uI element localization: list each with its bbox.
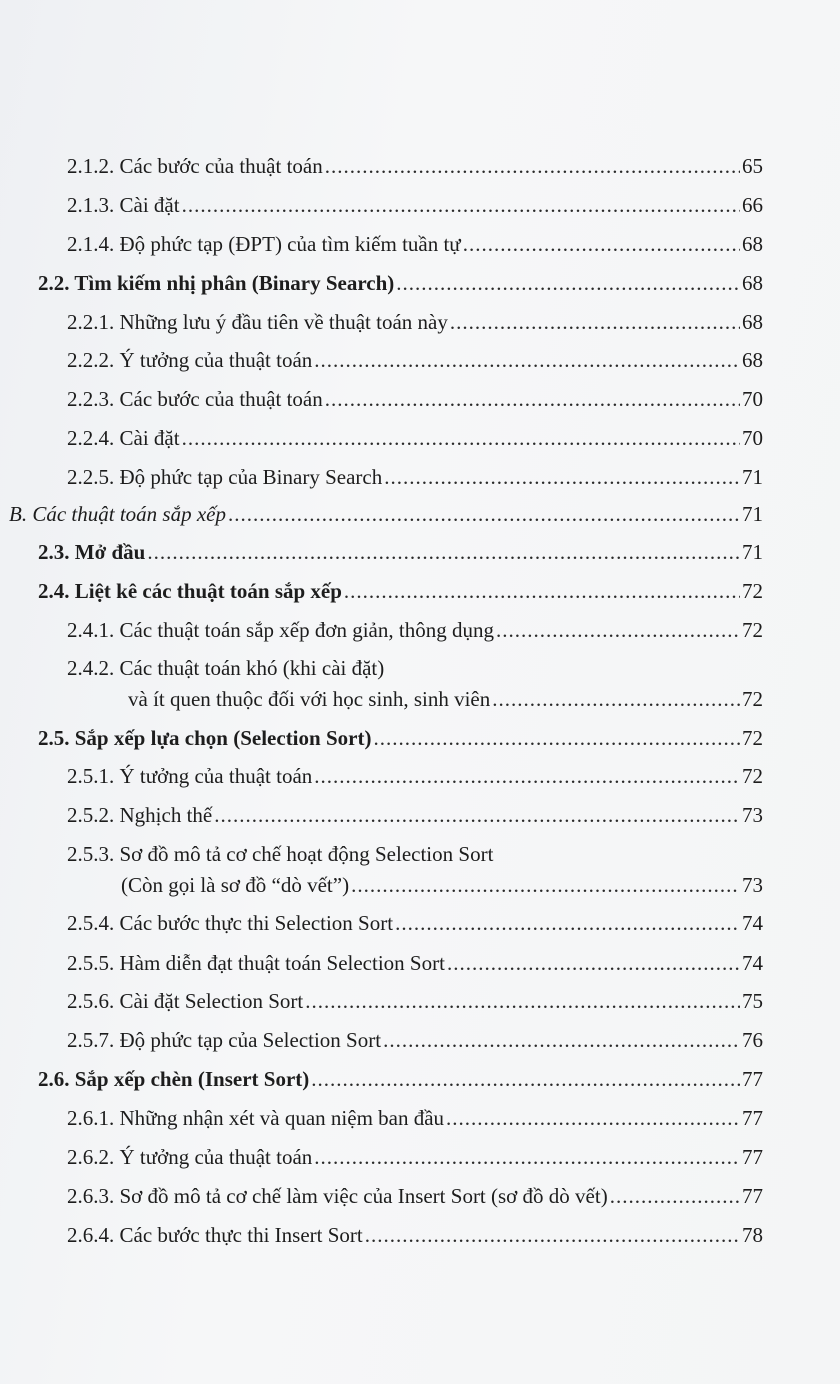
toc-entry-title: 2.6.1. Những nhận xét và quan niệm ban đầu: [67, 1106, 445, 1130]
toc-entry-title: 2.1.4. Độ phức tạp (ĐPT) của tìm kiếm tuần tự: [67, 232, 461, 256]
leader-dots: [311, 1067, 740, 1091]
toc-entry-title: 2.6.3. Sơ đồ mô tả cơ chế làm việc của Insert Sort (sơ đồ dò vết): [67, 1184, 608, 1208]
toc-section: [38, 726, 763, 750]
leader-dots: [314, 348, 740, 372]
toc-section-title: 2.6. Sắp xếp chèn (Insert Sort): [38, 1067, 310, 1091]
leader-dots: [314, 764, 740, 788]
toc-entry: [121, 873, 763, 897]
toc-page-number: 73: [742, 873, 763, 897]
toc-section-title: 2.4. Liệt kê các thuật toán sắp xếp: [38, 579, 342, 603]
leader-dots: [314, 1145, 740, 1169]
toc-page-number: 75: [742, 989, 763, 1013]
toc-page-number: 77: [742, 1106, 763, 1130]
toc-entry: [67, 1028, 763, 1052]
toc-entry: [67, 1184, 763, 1208]
toc-entry: [67, 348, 763, 372]
toc-section: [38, 579, 763, 603]
leader-dots: [228, 502, 740, 526]
toc-page-number: 68: [742, 271, 763, 295]
toc-entry: [67, 1106, 763, 1130]
toc-entry-title: 2.6.4. Các bước thực thi Insert Sort: [67, 1223, 363, 1247]
toc-section: [38, 540, 763, 564]
leader-dots: [373, 726, 740, 750]
leader-dots: [496, 618, 740, 642]
toc-section-title: 2.3. Mở đầu: [38, 540, 146, 564]
toc-entry: [67, 764, 763, 788]
toc-entry-title: 2.4.1. Các thuật toán sắp xếp đơn giản, thông dụng: [67, 618, 494, 642]
toc-entry-title: 2.6.2. Ý tưởng của thuật toán: [67, 1145, 313, 1169]
toc-page-number: 70: [742, 387, 763, 411]
leader-dots: [147, 540, 740, 564]
toc-entry-continuation: và ít quen thuộc đối với học sinh, sinh viên: [128, 687, 491, 711]
toc-part-title: B. Các thuật toán sắp xếp: [9, 502, 226, 526]
toc-page-number: 77: [742, 1145, 763, 1169]
toc-entry-title: 2.1.3. Cài đặt: [67, 193, 180, 217]
toc-entry: [67, 465, 763, 489]
leader-dots: [214, 803, 740, 827]
toc-entry-title: 2.2.2. Ý tưởng của thuật toán: [67, 348, 313, 372]
leader-dots: [446, 1106, 740, 1130]
toc-entry-continuation: (Còn gọi là sơ đồ “dò vết”): [121, 873, 350, 897]
toc-entry-title: 2.1.2. Các bước của thuật toán: [67, 154, 323, 178]
toc-entry-title: 2.2.5. Độ phức tạp của Binary Search: [67, 465, 383, 489]
toc-section: [38, 1067, 763, 1091]
toc-entry: [67, 1145, 763, 1169]
toc-page-number: 65: [742, 154, 763, 178]
leader-dots: [447, 951, 740, 975]
toc-entry-title: 2.5.5. Hàm diễn đạt thuật toán Selection Sort: [67, 951, 445, 975]
leader-dots: [492, 687, 740, 711]
leader-dots: [325, 154, 740, 178]
toc-page-number: 77: [742, 1067, 763, 1091]
toc-page-number: 78: [742, 1223, 763, 1247]
leader-dots: [344, 579, 740, 603]
toc-entry-title: 2.5.1. Ý tưởng của thuật toán: [67, 764, 313, 788]
toc-entry-title: 2.4.2. Các thuật toán khó (khi cài đặt): [67, 656, 385, 680]
leader-dots: [351, 873, 740, 897]
toc-entry-title: 2.5.4. Các bước thực thi Selection Sort: [67, 911, 394, 935]
toc-entry: [67, 154, 763, 178]
leader-dots: [384, 465, 740, 489]
toc-entry: [67, 232, 763, 256]
toc-page-number: 68: [742, 310, 763, 334]
leader-dots: [463, 232, 740, 256]
toc-entry-title: 2.5.3. Sơ đồ mô tả cơ chế hoạt động Selection Sort: [67, 842, 494, 866]
toc-entry: [67, 193, 763, 217]
toc-entry-title: 2.2.4. Cài đặt: [67, 426, 180, 450]
toc-section-title: 2.5. Sắp xếp lựa chọn (Selection Sort): [38, 726, 372, 750]
toc-entry-title: 2.5.7. Độ phức tạp của Selection Sort: [67, 1028, 382, 1052]
toc-page-number: 71: [742, 502, 763, 526]
leader-dots: [396, 271, 740, 295]
toc-page-number: 74: [742, 951, 763, 975]
toc-page-number: 72: [742, 579, 763, 603]
toc-part: [9, 502, 763, 526]
toc-page-number: 66: [742, 193, 763, 217]
toc-page-number: 72: [742, 618, 763, 642]
toc-entry-title: 2.5.6. Cài đặt Selection Sort: [67, 989, 304, 1013]
leader-dots: [395, 911, 740, 935]
toc-page-number: 72: [742, 726, 763, 750]
toc-page-number: 68: [742, 232, 763, 256]
toc-page-number: 73: [742, 803, 763, 827]
toc-entry: [67, 803, 763, 827]
toc-page-number: 74: [742, 911, 763, 935]
toc-entry-title: 2.2.1. Những lưu ý đầu tiên về thuật toán này: [67, 310, 448, 334]
toc-entry: [67, 618, 763, 642]
toc-page-number: 70: [742, 426, 763, 450]
toc-entry-title: 2.5.2. Nghịch thế: [67, 803, 213, 827]
leader-dots: [182, 426, 740, 450]
toc-section-title: 2.2. Tìm kiếm nhị phân (Binary Search): [38, 271, 395, 295]
toc-entry: [67, 911, 763, 935]
toc-page-number: 76: [742, 1028, 763, 1052]
leader-dots: [450, 310, 740, 334]
toc-page-number: 71: [742, 540, 763, 564]
leader-dots: [610, 1184, 740, 1208]
toc-entry-title: 2.2.3. Các bước của thuật toán: [67, 387, 323, 411]
leader-dots: [365, 1223, 740, 1247]
leader-dots: [383, 1028, 740, 1052]
toc-section: [38, 271, 763, 295]
leader-dots: [182, 193, 740, 217]
toc-entry: [67, 951, 763, 975]
toc-entry: [67, 387, 763, 411]
leader-dots: [305, 989, 740, 1013]
toc-entry: [67, 310, 763, 334]
toc-page-number: 72: [742, 764, 763, 788]
toc-page-number: 72: [742, 687, 763, 711]
toc-entry: [67, 1223, 763, 1247]
toc-entry: [67, 426, 763, 450]
toc-entry: [128, 687, 763, 711]
toc-entry: [67, 989, 763, 1013]
toc-page-number: 68: [742, 348, 763, 372]
toc-page-number: 77: [742, 1184, 763, 1208]
leader-dots: [325, 387, 740, 411]
toc-page-number: 71: [742, 465, 763, 489]
